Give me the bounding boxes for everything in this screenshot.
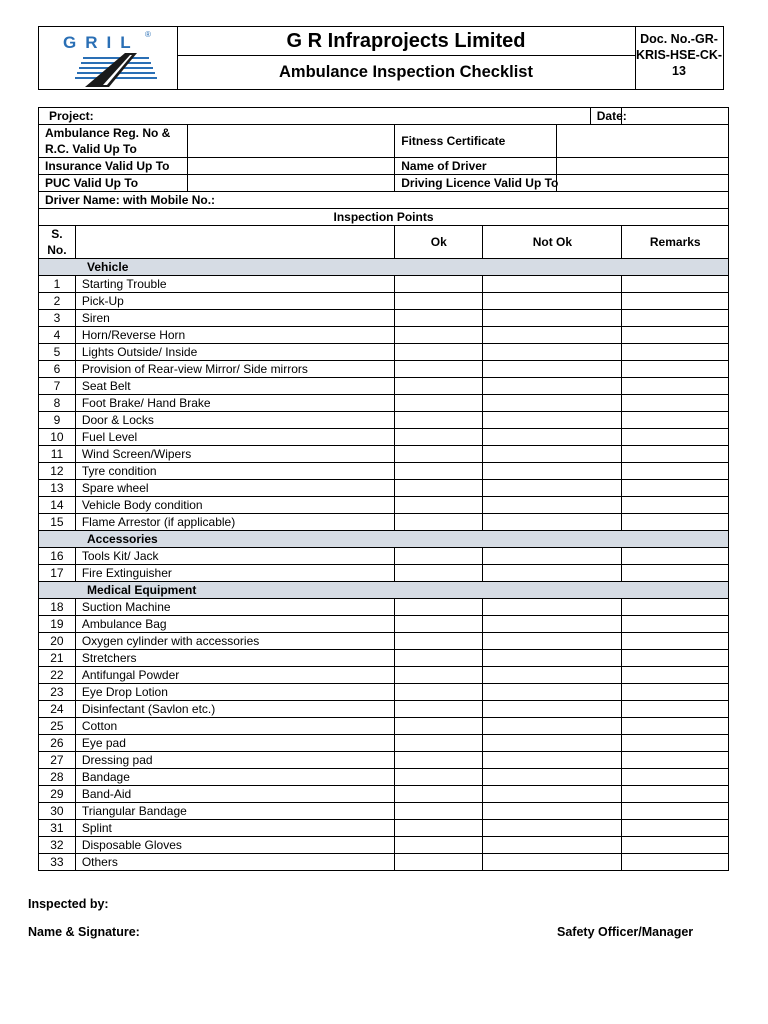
not-ok-cell[interactable] [483, 497, 622, 514]
item-number: 18 [39, 599, 76, 616]
not-ok-cell[interactable] [483, 412, 622, 429]
rc-valid-label: R.C. Valid Up To [45, 142, 137, 156]
item-label: Vehicle Body condition [75, 497, 394, 514]
item-number: 9 [39, 412, 76, 429]
item-number: 27 [39, 752, 76, 769]
checklist-row [39, 769, 729, 786]
remarks-cell[interactable] [622, 701, 729, 718]
not-ok-cell[interactable] [483, 293, 622, 310]
not-ok-cell[interactable] [483, 650, 622, 667]
column-header-row [39, 226, 729, 259]
remarks-cell[interactable] [622, 293, 729, 310]
remarks-cell[interactable] [622, 514, 729, 531]
not-ok-cell[interactable] [483, 514, 622, 531]
checklist-row [39, 667, 729, 684]
item-label: Bandage [75, 769, 394, 786]
item-number: 11 [39, 446, 76, 463]
item-number: 20 [39, 633, 76, 650]
remarks-cell[interactable] [622, 378, 729, 395]
not-ok-cell[interactable] [483, 735, 622, 752]
checklist-row [39, 361, 729, 378]
remarks-cell[interactable] [622, 735, 729, 752]
ok-cell[interactable] [395, 769, 483, 786]
remarks-cell[interactable] [622, 276, 729, 293]
item-number: 15 [39, 514, 76, 531]
item-label: Tyre condition [75, 463, 394, 480]
item-label: Starting Trouble [75, 276, 394, 293]
item-label: Wind Screen/Wipers [75, 446, 394, 463]
remarks-cell[interactable] [622, 497, 729, 514]
remarks-cell[interactable] [622, 310, 729, 327]
not-ok-cell[interactable] [483, 480, 622, 497]
reg-no-field[interactable] [188, 125, 395, 158]
not-ok-cell[interactable] [483, 701, 622, 718]
not-ok-cell[interactable] [483, 446, 622, 463]
section-header-row [39, 531, 729, 548]
document-number [635, 27, 723, 89]
remarks-cell[interactable] [622, 718, 729, 735]
not-ok-cell[interactable] [483, 310, 622, 327]
date-label: Date: [590, 108, 622, 125]
ok-cell[interactable] [395, 514, 483, 531]
item-label: Foot Brake/ Hand Brake [75, 395, 394, 412]
remarks-cell[interactable] [622, 344, 729, 361]
not-ok-cell[interactable] [483, 276, 622, 293]
ok-cell[interactable] [395, 599, 483, 616]
checklist-row [39, 735, 729, 752]
item-number: 12 [39, 463, 76, 480]
not-ok-cell[interactable] [483, 616, 622, 633]
fitness-certificate-label: Fitness Certificate [395, 125, 557, 158]
item-number: 6 [39, 361, 76, 378]
ok-header: Ok [395, 226, 483, 259]
remarks-cell[interactable] [622, 769, 729, 786]
item-number: 19 [39, 616, 76, 633]
item-label: Horn/Reverse Horn [75, 327, 394, 344]
remarks-cell[interactable] [622, 565, 729, 582]
remarks-cell[interactable] [622, 395, 729, 412]
ok-cell[interactable] [395, 735, 483, 752]
remarks-cell[interactable] [622, 667, 729, 684]
insurance-field[interactable] [188, 158, 395, 175]
not-ok-cell[interactable] [483, 667, 622, 684]
checklist-row [39, 633, 729, 650]
ok-cell[interactable] [395, 786, 483, 803]
section-header-row [39, 582, 729, 599]
project-row [39, 108, 729, 125]
checklist-row [39, 429, 729, 446]
reg-no-label-line-1: Ambulance Reg. No & [45, 126, 171, 140]
driver-mobile-row [39, 192, 729, 209]
item-number: 26 [39, 735, 76, 752]
ok-cell[interactable] [395, 565, 483, 582]
remarks-cell[interactable] [622, 803, 729, 820]
item-number: 32 [39, 837, 76, 854]
item-number: 13 [39, 480, 76, 497]
item-label: Disposable Gloves [75, 837, 394, 854]
sno-header-line-2: No. [47, 243, 67, 257]
remarks-cell[interactable] [622, 616, 729, 633]
inspection-points-row [39, 209, 729, 226]
checklist-row [39, 565, 729, 582]
item-number: 30 [39, 803, 76, 820]
checklist-row [39, 616, 729, 633]
remarks-cell[interactable] [622, 548, 729, 565]
ok-cell[interactable] [395, 803, 483, 820]
remarks-cell[interactable] [622, 599, 729, 616]
ok-cell[interactable] [395, 633, 483, 650]
not-ok-cell[interactable] [483, 837, 622, 854]
document-header [38, 26, 724, 90]
item-number: 25 [39, 718, 76, 735]
section-header-row [39, 259, 729, 276]
item-number: 23 [39, 684, 76, 701]
not-ok-cell[interactable] [483, 786, 622, 803]
item-number: 21 [39, 650, 76, 667]
ok-cell[interactable] [395, 684, 483, 701]
date-field[interactable] [622, 108, 729, 125]
item-number: 29 [39, 786, 76, 803]
insurance-label: Insurance Valid Up To [39, 158, 188, 175]
checklist-row [39, 701, 729, 718]
item-number: 10 [39, 429, 76, 446]
item-label: Pick-Up [75, 293, 394, 310]
logo-registered-mark: ® [145, 30, 151, 39]
item-label: Door & Locks [75, 412, 394, 429]
item-label: Stretchers [75, 650, 394, 667]
puc-label: PUC Valid Up To [39, 175, 188, 192]
remarks-header: Remarks [622, 226, 729, 259]
item-label: Splint [75, 820, 394, 837]
puc-row [39, 175, 729, 192]
ok-cell[interactable] [395, 667, 483, 684]
not-ok-cell[interactable] [483, 327, 622, 344]
remarks-cell[interactable] [622, 837, 729, 854]
item-label: Fire Extinguisher [75, 565, 394, 582]
item-number: 8 [39, 395, 76, 412]
item-label: Seat Belt [75, 378, 394, 395]
remarks-cell[interactable] [622, 429, 729, 446]
checklist-row [39, 310, 729, 327]
not-ok-cell[interactable] [483, 684, 622, 701]
item-number: 1 [39, 276, 76, 293]
not-ok-cell[interactable] [483, 463, 622, 480]
road-logo-icon [39, 27, 177, 89]
inspection-points-heading: Inspection Points [39, 209, 729, 226]
ok-cell[interactable] [395, 327, 483, 344]
item-header [75, 226, 394, 259]
checklist-row [39, 650, 729, 667]
remarks-cell[interactable] [622, 786, 729, 803]
checklist-row [39, 497, 729, 514]
remarks-cell[interactable] [622, 752, 729, 769]
document-title: Ambulance Inspection Checklist [279, 63, 533, 81]
inspection-checklist-table [38, 107, 729, 871]
section-title: Vehicle [39, 259, 729, 276]
checklist-row [39, 395, 729, 412]
remarks-cell[interactable] [622, 412, 729, 429]
remarks-cell[interactable] [622, 361, 729, 378]
item-number: 31 [39, 820, 76, 837]
item-number: 14 [39, 497, 76, 514]
doc-number-line-1: Doc. No.-GR- [640, 32, 718, 46]
checklist-row [39, 718, 729, 735]
checklist-row [39, 514, 729, 531]
not-ok-cell[interactable] [483, 378, 622, 395]
ok-cell[interactable] [395, 650, 483, 667]
not-ok-cell[interactable] [483, 752, 622, 769]
puc-field[interactable] [188, 175, 395, 192]
checklist-row [39, 344, 729, 361]
ok-cell[interactable] [395, 701, 483, 718]
item-label: Eye Drop Lotion [75, 684, 394, 701]
ok-cell[interactable] [395, 480, 483, 497]
item-label: Disinfectant (Savlon etc.) [75, 701, 394, 718]
remarks-cell[interactable] [622, 327, 729, 344]
checklist-row [39, 599, 729, 616]
item-number: 16 [39, 548, 76, 565]
checklist-row [39, 293, 729, 310]
item-label: Ambulance Bag [75, 616, 394, 633]
not-ok-cell[interactable] [483, 599, 622, 616]
item-label: Spare wheel [75, 480, 394, 497]
item-number: 22 [39, 667, 76, 684]
item-label: Triangular Bandage [75, 803, 394, 820]
not-ok-cell[interactable] [483, 344, 622, 361]
remarks-cell[interactable] [622, 650, 729, 667]
not-ok-header: Not Ok [483, 226, 622, 259]
item-label: Provision of Rear-view Mirror/ Side mirrors [75, 361, 394, 378]
ok-cell[interactable] [395, 412, 483, 429]
item-label: Fuel Level [75, 429, 394, 446]
item-label: Flame Arrestor (if applicable) [75, 514, 394, 531]
item-number: 24 [39, 701, 76, 718]
company-logo [39, 27, 178, 89]
header-titles [177, 27, 636, 89]
section-title: Accessories [39, 531, 729, 548]
item-label: Cotton [75, 718, 394, 735]
item-label: Others [75, 854, 394, 871]
item-number: 33 [39, 854, 76, 871]
ok-cell[interactable] [395, 548, 483, 565]
checklist-row [39, 446, 729, 463]
checklist-row [39, 837, 729, 854]
item-label: Oxygen cylinder with accessories [75, 633, 394, 650]
ok-cell[interactable] [395, 310, 483, 327]
sno-header-line-1: S. [51, 227, 63, 241]
checklist-row [39, 854, 729, 871]
ok-cell[interactable] [395, 446, 483, 463]
ok-cell[interactable] [395, 616, 483, 633]
remarks-cell[interactable] [622, 684, 729, 701]
ok-cell[interactable] [395, 344, 483, 361]
checklist-row [39, 803, 729, 820]
ok-cell[interactable] [395, 463, 483, 480]
safety-officer-label: Safety Officer/Manager [557, 925, 694, 939]
insurance-row [39, 158, 729, 175]
company-name: G R Infraprojects Limited [177, 27, 635, 56]
remarks-cell[interactable] [622, 480, 729, 497]
remarks-cell[interactable] [622, 633, 729, 650]
logo-text: GRIL [63, 33, 140, 52]
item-number: 5 [39, 344, 76, 361]
ok-cell[interactable] [395, 854, 483, 871]
ok-cell[interactable] [395, 752, 483, 769]
item-number: 4 [39, 327, 76, 344]
checklist-row [39, 820, 729, 837]
item-number: 28 [39, 769, 76, 786]
checklist-row [39, 752, 729, 769]
item-label: Tools Kit/ Jack [75, 548, 394, 565]
item-number: 3 [39, 310, 76, 327]
remarks-cell[interactable] [622, 820, 729, 837]
checklist-row [39, 548, 729, 565]
name-signature-label: Name & Signature: [28, 925, 140, 939]
item-number: 7 [39, 378, 76, 395]
item-label: Band-Aid [75, 786, 394, 803]
item-label: Lights Outside/ Inside [75, 344, 394, 361]
checklist-row [39, 684, 729, 701]
reg-no-label [39, 125, 188, 158]
licence-field[interactable] [556, 175, 728, 192]
inspected-by-label: Inspected by: [28, 897, 109, 911]
ok-cell[interactable] [395, 718, 483, 735]
project-field[interactable]: Project: [39, 108, 591, 125]
remarks-cell[interactable] [622, 463, 729, 480]
checklist-row [39, 786, 729, 803]
driver-name-label: Name of Driver [395, 158, 557, 175]
ok-cell[interactable] [395, 837, 483, 854]
checklist-row [39, 378, 729, 395]
ok-cell[interactable] [395, 378, 483, 395]
fitness-certificate-field[interactable] [556, 125, 728, 158]
section-title: Medical Equipment [39, 582, 729, 599]
not-ok-cell[interactable] [483, 820, 622, 837]
ok-cell[interactable] [395, 820, 483, 837]
driver-mobile-field[interactable]: Driver Name: with Mobile No.: [39, 192, 729, 209]
not-ok-cell[interactable] [483, 361, 622, 378]
sno-header [39, 226, 76, 259]
not-ok-cell[interactable] [483, 769, 622, 786]
doc-number-line-2: KRIS-HSE-CK-13 [635, 48, 723, 78]
driver-name-field[interactable] [556, 158, 728, 175]
not-ok-cell[interactable] [483, 429, 622, 446]
checklist-row [39, 480, 729, 497]
licence-label: Driving Licence Valid Up To [395, 175, 557, 192]
not-ok-cell[interactable] [483, 565, 622, 582]
checklist-row [39, 412, 729, 429]
checklist-row [39, 327, 729, 344]
reg-no-row [39, 125, 729, 158]
ok-cell[interactable] [395, 429, 483, 446]
item-label: Eye pad [75, 735, 394, 752]
ok-cell[interactable] [395, 497, 483, 514]
not-ok-cell[interactable] [483, 854, 622, 871]
checklist-row [39, 463, 729, 480]
not-ok-cell[interactable] [483, 395, 622, 412]
item-label: Dressing pad [75, 752, 394, 769]
item-label: Antifungal Powder [75, 667, 394, 684]
ok-cell[interactable] [395, 395, 483, 412]
not-ok-cell[interactable] [483, 803, 622, 820]
remarks-cell[interactable] [622, 854, 729, 871]
ok-cell[interactable] [395, 293, 483, 310]
item-number: 17 [39, 565, 76, 582]
ok-cell[interactable] [395, 361, 483, 378]
not-ok-cell[interactable] [483, 633, 622, 650]
item-label: Siren [75, 310, 394, 327]
checklist-row [39, 276, 729, 293]
item-number: 2 [39, 293, 76, 310]
item-label: Suction Machine [75, 599, 394, 616]
not-ok-cell[interactable] [483, 718, 622, 735]
ok-cell[interactable] [395, 276, 483, 293]
remarks-cell[interactable] [622, 446, 729, 463]
not-ok-cell[interactable] [483, 548, 622, 565]
